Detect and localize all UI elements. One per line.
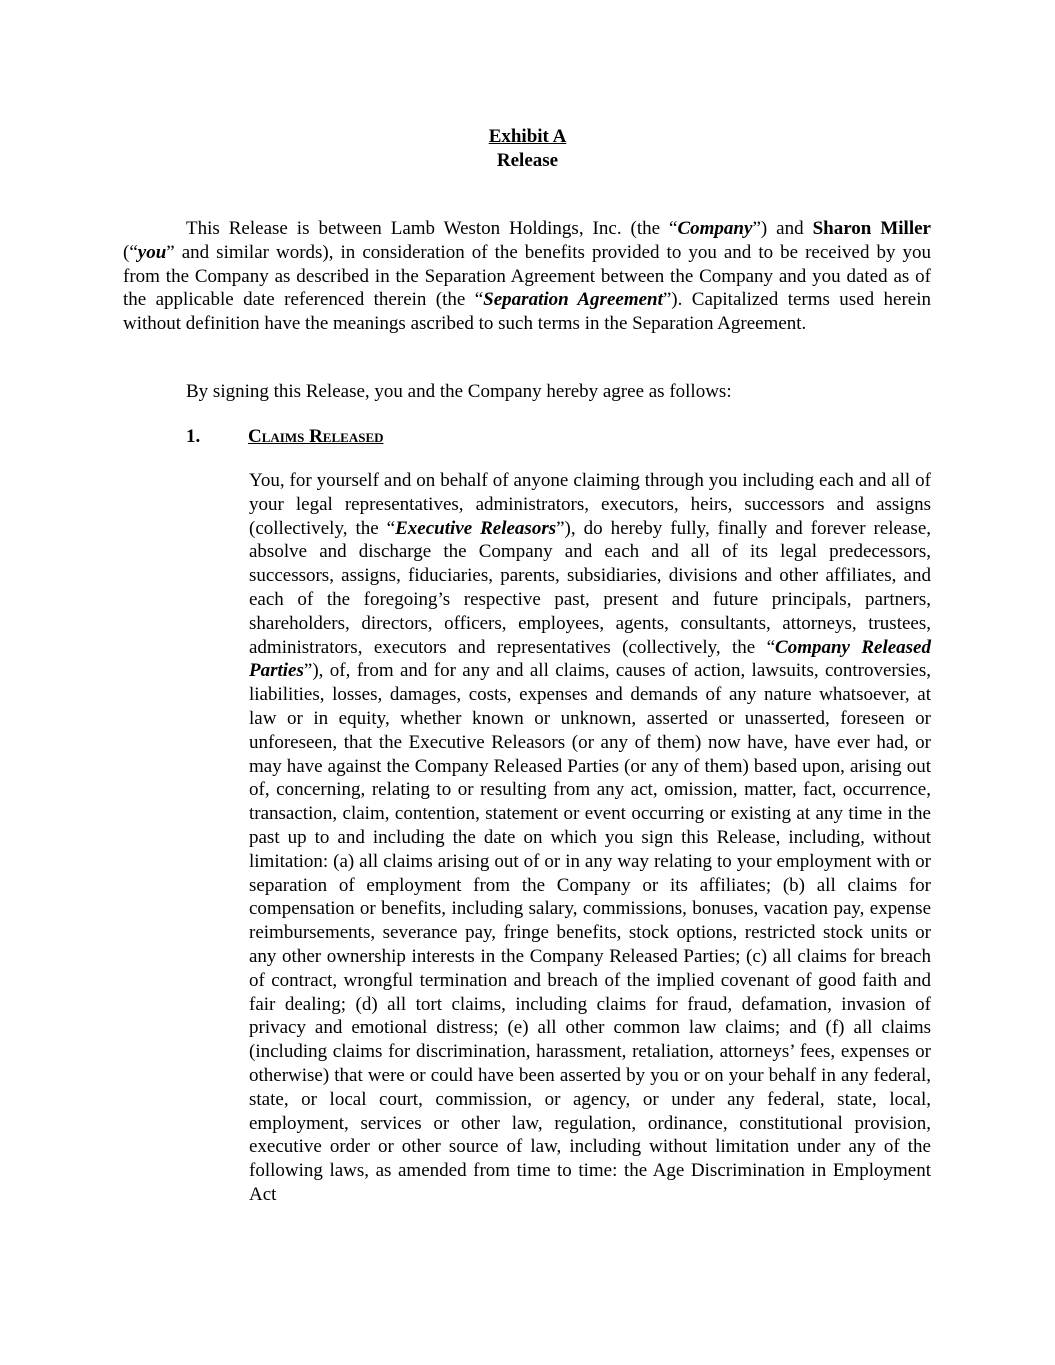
section-1-text-3: ”), of, from and for any and all claims, causes of action, lawsuits, controversies, liabilities, losses, damages, costs, expenses and demands of any nature whatsoever, at law or in equity, whether known or unknown, asserted or unasserted, foreseen or unforeseen, that the Executive Releasors (or any of them) now have, have ever had, or may have against the Company Released Parties (or any of them) based upon, arising out of, concerning, relating to or resulting from any act, omission, matter, fact, occurrence, transaction, claim, contention, statement or event occurring or existing at any time in the past up to and including the date on which you sign this Release, including, without limitation: (a) all claims arising out of or in any way relating to your employment with or separation of employment from the Company or its affiliates; (b) all claims for compensation or benefits, including salary, commissions, bonuses, vacation pay, expense reimbursements, severance pay, fringe benefits, stock options, restricted stock units or any other ownership interests in the Company Released Parties; (c) all claims for breach of contract, wrongful termination and breach of the implied covenant of good faith and fair dealing; (d) all tort claims, including claims for fraud, defamation, invasion of privacy and emotional distress; (e) all other common law claims; and (f) all claims (including claims for discrimination, harassment, retaliation, attorneys’ fees, expenses or otherwise) that were or could have been asserted by you or on your behalf in any federal, state, or local court, commission, or agency, or under any federal, state, local, employment, services or other law, regulation, ordinance, constitutional provision, executive order or other source of law, including without limitation under any of the following laws, as amended from time to time: the Age Discrimination in Employment Act [249, 660, 931, 1205]
agreement-line: By signing this Release, you and the Company hereby agree as follows: [186, 381, 732, 402]
intro-text-4: ” and similar words), in consideration of the benefits provided to you and to be received by you from the Company as described in the Separation Agreement between the Company and you dated as of the applicable date referenced therein (the “ [123, 241, 931, 311]
defined-term-company: Company [677, 218, 753, 239]
section-1-body [249, 469, 931, 1207]
intro-text-1: This Release is between Lamb Weston Holdings, Inc. (the “ [186, 218, 678, 239]
document-title: Release [496, 150, 559, 171]
section-1-text-2: ”), do hereby fully, finally and forever release, absolve and discharge the Company and each and all of its legal predecessors, successors, assigns, fiduciaries, parents, subsidiaries, divisions and other affiliates, and each of the foregoing’s respective past, present and future principals, partners, shareholders, directors, officers, employees, agents, consultants, attorneys, trustees, administrators, executors and representatives (collectively, the “ [249, 517, 932, 658]
intro-text-3: (“ [123, 241, 138, 263]
section-1-heading [186, 425, 384, 449]
section-1-title: Claims Released [248, 426, 384, 447]
defined-term-you: you [137, 241, 167, 263]
defined-term-company-released-parties: Company Released Parties [249, 636, 931, 682]
intro-paragraph [123, 217, 931, 336]
employee-name: Sharon Miller [812, 218, 931, 239]
section-1-text-1: You, for yourself and on behalf of anyone claiming through you including each and all of your legal representatives, administrators, executors, heirs, successors and assigns (collectively, the “ [249, 470, 931, 539]
intro-text-5: ”). Capitalized terms used herein without definition have the meanings ascribed to such terms in the Separation Agreement. [123, 289, 931, 335]
intro-text-2: ”) and [752, 218, 813, 239]
defined-term-separation-agreement: Separation Agreement [483, 289, 663, 311]
defined-term-executive-releasors: Executive Releasors [395, 517, 557, 539]
section-1-number: 1. [186, 426, 201, 447]
exhibit-label: Exhibit A [488, 126, 567, 147]
